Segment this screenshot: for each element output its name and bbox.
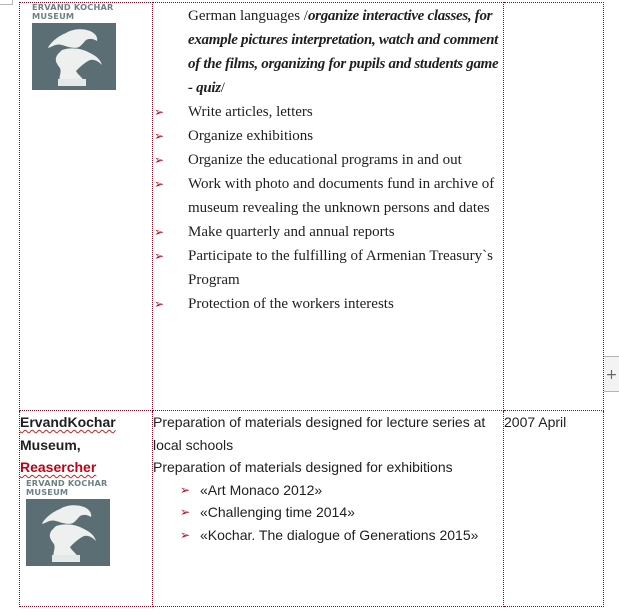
list-item: ➢ «Challenging time 2014» <box>178 501 503 524</box>
arrow-bullet-icon: ➢ <box>180 527 191 542</box>
list-item: ➢ Organize exhibitions <box>154 124 503 148</box>
arrow-bullet-icon: ➢ <box>154 153 165 167</box>
horse-rider-sculpture-icon <box>26 499 110 566</box>
list-item: ➢ Write articles, letters <box>154 100 503 124</box>
arrow-bullet-icon: ➢ <box>154 129 165 143</box>
organization-name-line2: Museum, <box>20 436 81 453</box>
plus-icon: + <box>605 367 618 383</box>
duties-intro: German languages /organize interactive classes, for example pictures interpretation, watch and comment of the films, organizing for pupils and students game - quiz/ <box>188 8 499 96</box>
arrow-bullet-icon: ➢ <box>154 225 165 239</box>
list-item: ➢ Participate to the fulfilling of Armenian Treasury`s Program <box>154 244 503 292</box>
job-title: Reasercher <box>20 459 97 475</box>
cv-table <box>19 2 604 607</box>
arrow-bullet-icon: ➢ <box>154 249 165 263</box>
duty-line: Preparation of materials designed for lecture series at local schools <box>153 414 486 453</box>
duties-cell <box>153 3 504 411</box>
date-cell <box>504 3 604 411</box>
logo-text-line1: ERVAND KOCHAR <box>26 477 108 488</box>
duties-list <box>154 100 503 316</box>
list-item: ➢ «Art Monaco 2012» <box>178 479 503 502</box>
table-row <box>20 3 604 411</box>
organization-cell <box>20 3 153 411</box>
arrow-bullet-icon: ➢ <box>180 505 191 519</box>
date-text: 2007 April <box>504 414 567 430</box>
museum-logo <box>26 479 116 566</box>
logo-text-line2: MUSEUM <box>32 11 75 21</box>
duty-line: Preparation of materials designed for exhibitions <box>153 459 453 475</box>
list-item: ➢ Organize the educational programs in and out <box>154 148 503 172</box>
list-item: ➢ Make quarterly and annual reports <box>154 220 503 244</box>
add-row-button[interactable] <box>604 356 619 392</box>
museum-logo <box>32 3 122 90</box>
arrow-bullet-icon: ➢ <box>154 105 165 119</box>
list-item: ➢ Protection of the workers interests <box>154 292 503 316</box>
arrow-bullet-icon: ➢ <box>154 177 165 191</box>
duties-cell <box>153 411 504 607</box>
organization-cell <box>20 411 153 607</box>
logo-text-line1: ERVAND KOCHAR <box>32 2 114 12</box>
organization-name: ErvandKochar <box>20 414 116 430</box>
corner-mark <box>0 0 13 5</box>
list-item: ➢ Work with photo and documents fund in archive of museum revealing the unknown persons and dates <box>154 172 503 220</box>
list-item: ➢ «Kochar. The dialogue of Generations 2015» <box>178 524 503 547</box>
logo-text-line2: MUSEUM <box>26 486 69 497</box>
horse-rider-sculpture-icon <box>32 23 116 90</box>
table-row <box>20 411 604 607</box>
exhibitions-list <box>153 479 503 547</box>
arrow-bullet-icon: ➢ <box>180 482 191 497</box>
date-cell <box>504 411 604 607</box>
arrow-bullet-icon: ➢ <box>154 297 165 311</box>
